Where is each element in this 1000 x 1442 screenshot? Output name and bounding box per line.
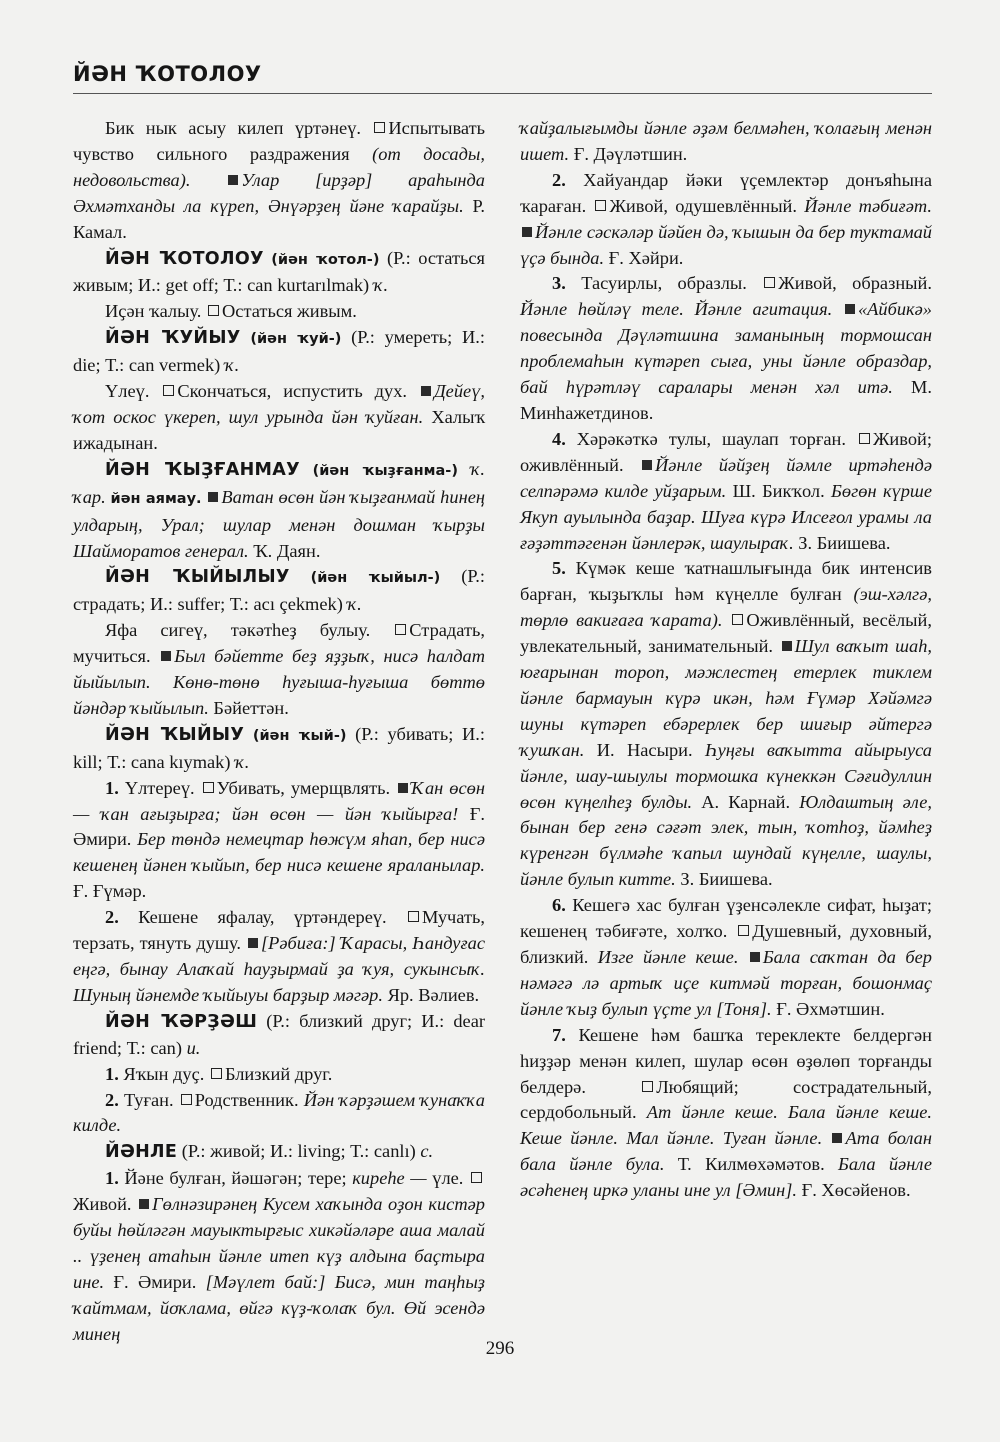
white-square-icon <box>471 1172 482 1183</box>
black-square-icon <box>398 783 408 793</box>
continuation-paragraph: ҡайҙалығымды йәнле әҙәм белмәһен, ҡолағың менән ишет. Ғ. Дәүләтшин. <box>520 118 932 164</box>
black-square-icon <box>421 386 431 396</box>
running-header: ЙӘН ҠОТОЛОУ <box>73 62 262 86</box>
sense-paragraph: 1. Йәне булған, йәшәгән; тере; киреһе — үле. Живой. Гөлнәзирәнең Кусем хаҡында оҙон кистәр буйы һөйләгән мауыктырғыс хикәйәләре аша малай .. үҙенең атаһын йәнле итеп күҙ алдына баҫтыра ине. Ғ. Әмири. [Мәүлет бай:] Бисә, мин таңһыҙ ҡайтмам, йоҡлама, өйгә күҙ-ҡолаҡ бул. Өй эсендә минең <box>73 1168 485 1344</box>
black-square-icon <box>248 938 258 948</box>
black-square-icon <box>208 492 218 502</box>
white-square-icon <box>163 385 174 396</box>
sense-paragraph: 1. Үлтереү. Убивать, умерщвлять. Ҡан өсөн — ҡан ағыҙырға; йән өсөн — йән ҡыйырға! Ғ. Әмири. Бер төндә немецтар һөжүм яһап, бер нисә кешенең йәнен ҡыйып, бер нисә кешене яраланылар. Ғ. Ғүмәр. <box>73 777 485 902</box>
white-square-icon <box>211 1068 222 1079</box>
white-square-icon <box>208 305 219 316</box>
white-square-icon <box>395 624 406 635</box>
black-square-icon <box>161 651 171 661</box>
page-number: 296 <box>485 1338 515 1359</box>
white-square-icon <box>859 433 870 444</box>
entry-paragraph: Үлеү. Скончаться, испустить дух. Дейеү, ҡот оскос үкереп, шул урында йән ҡуйған. Халыҡ ижадынан. <box>73 381 485 453</box>
entry-paragraph: Бик нык асыу килеп үртәнеү. Испытывать чувство сильного раздражения (от досады, недовольства). Улар [ирҙәр] араһында Әхмәтханды ла күреп, Әнүәрҙең йәне ҡарайҙы. Р. Камал. <box>73 118 485 242</box>
entry-headword: ЙӘН ҠУЙЫУ (йән ҡуй-) (Р.: умереть; И.: die; Т.: can vermek) ҡ. <box>73 327 485 376</box>
white-square-icon <box>181 1094 192 1105</box>
entry-headword: ЙӘН ҠЫЙЫУ (йән ҡый-) (Р.: убивать; И.: kill; Т.: cana kıymak) ҡ. <box>73 723 485 772</box>
entry-headword: ЙӘН ҠЫЙЫЛЫУ (йән ҡыйыл-) (Р.: страдать; И.: suffer; Т.: acı çekmek) ҡ. <box>73 566 485 615</box>
sense-paragraph: 5. Күмәк кеше ҡатнашлығында бик интенсив барған, ҡыҙыҡлы һәм күңелле булған (эш-хәлгә, төрлө вакиғаға ҡарата). Оживлённый, весёлый, увлекательный, занимательный. Шул ваҡыт шаһ, юғарынан тороп, мәжлестең етерлек тиклем йәнле бармауын күрә икән, һәм Ғүмәр Хәйәмгә шуны күтәреп ебәрерлек бер шиғыр әйтергә ҡушҡан. И. Насыри. Һуңғы ваҡытта айырыуса йәнле, шау-шыулы тормошка күнеккән Сәғидуллин өсөн күңелһеҙ булды. А. Карнай. Юлдаштың әле, бынан бер генә сәғәт элек, тын, ҡотһоҙ, йәмһеҙ күренгән бүлмәһе ҡапыл шундай күңелле, шаулы, йәнле булып китте. З. Биишева. <box>520 558 932 890</box>
sense-paragraph: 7. Кешене һәм башҡа тереклекте белдергән һиҙҙәр менән килеп, шулар өсөн өҙөлөп торғанды белдерә. Любящий; сострадательный, сердобольный. Ат йәнле кеше. Бала йәнле кеше. Кеше йәнле. Мал йәнле. Туған йәнле. Ата болан бала йәнле була. Т. Килмөхәмәтов. Бала йәнле әсәһенең иркә уланы ине ул [Әмин]. Ғ. Хөсәйенов. <box>520 1024 932 1201</box>
sense-paragraph: 1. Яҡын дуҫ. Близкий друг. <box>105 1063 333 1084</box>
entry-headword: ЙӘН ҠӘРҘӘШ (Р.: близкий друг; И.: dear friend; Т.: can) и. <box>73 1010 485 1058</box>
sense-paragraph: 4. Хәрәкәткә тулы, шаулап торған. Живой; оживлённый. Йәнле йәйҙең йәмле иртәһендә селпәрәмә килде уйҙарым. Ш. Бикҡол. Бөгөн күрше Якуп ауылында баҙар. Шуға күрә Илсеғол урамы ла ғәҙәттәгенән йәнлерәк, шаулыраҡ. З. Биишева. <box>520 428 932 553</box>
entry-headword: ЙӘН ҠОТОЛОУ (йән ҡотол-) (Р.: остаться живым; И.: get off; Т.: can kurtarılmak) ҡ. <box>73 247 486 296</box>
right-column <box>520 116 932 1204</box>
white-square-icon <box>203 782 214 793</box>
entry-headword: ЙӘНЛЕ (Р.: живой; И.: living; Т.: canlı) с. <box>105 1141 434 1163</box>
sense-paragraph: 2. Туған. Родственник. Йән ҡәрҙәшем ҡунаҡҡа килде. <box>73 1089 485 1136</box>
black-square-icon <box>642 460 652 470</box>
sense-paragraph: 2. Кешене яфалау, үртәндереү. Мучать, терзать, тянуть душу. [Рәбиға:] Ҡарасы, Һандуғас еңгә, бынау Алаҡай һауҙырмай ҙа ҡуя, сукынсыҡ. Шуның йәнемде ҡыйыуы барҙыр мәгәр. Яр. Вәлиев. <box>73 907 485 1005</box>
header-rule <box>73 93 932 94</box>
white-square-icon <box>764 277 775 288</box>
black-square-icon <box>832 1133 842 1143</box>
white-square-icon <box>738 925 749 936</box>
black-square-icon <box>139 1199 149 1209</box>
entry-paragraph: Яфа сигеү, тәкәтһеҙ булыу. Страдать, мучиться. Был бәйетте беҙ яҙҙыҡ, нисә һалдат йыйылып. Көнө-төнө һуғыша-һуғыша бөттө йәндәр ҡыйылып. Бәйеттән. <box>73 620 485 718</box>
entry-paragraph: Иҫән ҡалыу. Остаться живым. <box>105 301 357 322</box>
white-square-icon <box>595 200 606 211</box>
white-square-icon <box>732 614 743 625</box>
sense-paragraph: 6. Кешегә хас булған үҙенсәлекле сифат, һыҙат; кешенең тәбиғәте, холҡо. Душевный, духовный, близкий. Изге йәнле кеше. Бала саҡтан да бер нәмәгә лә артыҡ иҫе китмәй торған, бошонмаҫ йәнле ҡыҙ булып үҫте ул [Тоня]. Ғ. Әхмәтшин. <box>520 895 932 1019</box>
black-square-icon <box>522 227 532 237</box>
black-square-icon <box>845 304 855 314</box>
entry-headword: ЙӘН ҠЫҘҒАНМАУ (йән ҡыҙғанма-) ҡ. ҡар. йән аямау. Ватан өсөн йән ҡыҙғанмай һинең улдарың, Урал; шулар менән дошман ҡырҙы Шайморатов генерал. Ҡ. Даян. <box>73 458 485 561</box>
black-square-icon <box>782 641 792 651</box>
white-square-icon <box>642 1081 653 1092</box>
sense-paragraph: 3. Тасуирлы, образлы. Живой, образный. Йәнле һөйләү теле. Йәнле агитация. «Айбикә» повесында Дәүләтшина заманының тормошсан проблемаһын күтәреп сыға, уны йәнле образдар, бай һүрәтләү саралары менән хәл итә. М. Минһажетдинов. <box>520 273 932 423</box>
sense-paragraph: 2. Хайуандар йәки үҫемлектәр донъяһына ҡараған. Живой, одушевлённый. Йәнле тәбиғәт. Йәнле сәскәләр йәйен дә, ҡышын да бер туктамай үҫә бында. Ғ. Хәйри. <box>520 169 932 268</box>
white-square-icon <box>374 122 385 133</box>
white-square-icon <box>408 911 419 922</box>
black-square-icon <box>228 175 238 185</box>
left-column <box>73 116 485 1348</box>
black-square-icon <box>750 952 760 962</box>
